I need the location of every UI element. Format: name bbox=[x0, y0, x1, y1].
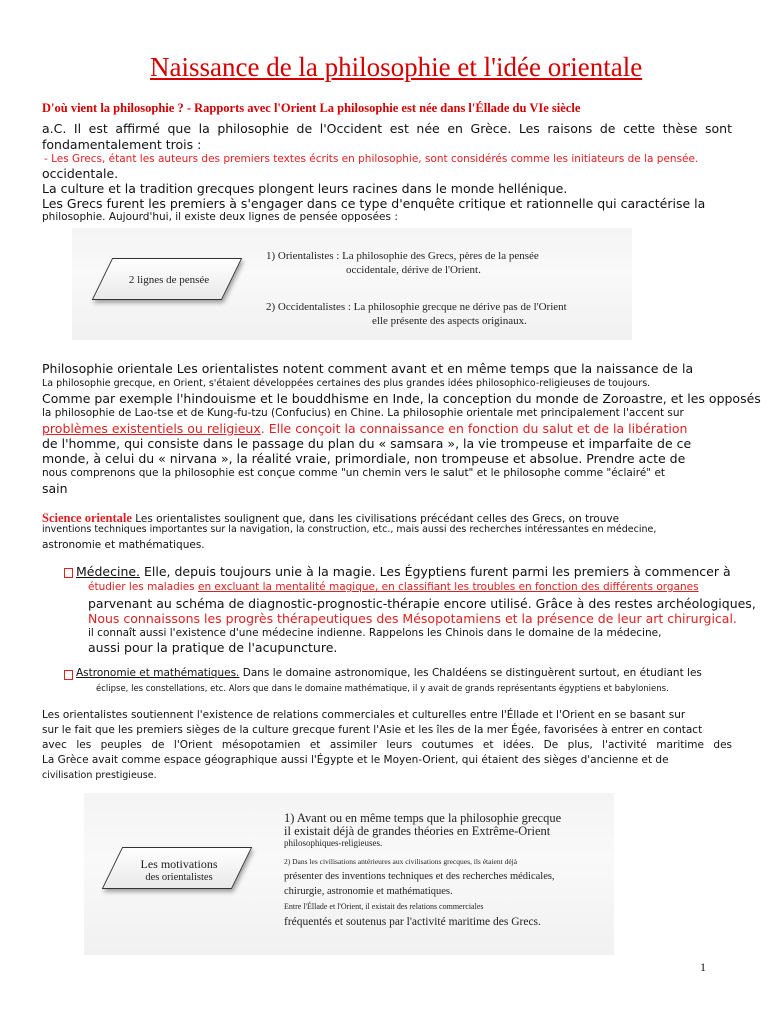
intro-line-4: occidentale. bbox=[42, 166, 119, 181]
motivation-line-2: il existait déjà de grandes théories en Extrême-Orient bbox=[284, 824, 551, 838]
relations-line-4: La Grèce avait comme espace géographique aussi l'Égypte et le Moyen-Orient, qui étaient des sièges d'ancienne et de bbox=[42, 754, 669, 766]
page-title: Naissance de la philosophie et l'idée orientale bbox=[150, 52, 643, 82]
medicine-line-5: il connaît aussi l'existence d'une médecine indienne. Rappelons les Chinois dans le domaine de la médecine, bbox=[88, 627, 662, 639]
oriental-line-4: la philosophie de Lao-tse et de Kung-fu-tzu (Confucius) en Chine. La philosophie orientale met principalement l'accent sur bbox=[42, 407, 684, 419]
medicine-line-1-rest: Elle, depuis toujours unie à la magie. Les Égyptiens furent parmi les premiers à commencer à bbox=[140, 564, 731, 579]
relations-line-2: sur le fait que les premiers sièges de la culture grecque furent l'Asie et les îles de la mer Égée, favorisées à entrer en contact bbox=[42, 724, 703, 736]
medicine-line-1 bbox=[76, 564, 731, 579]
motivation-line-6: chirurgie, astronomie et mathématiques. bbox=[284, 886, 453, 897]
page-number: 1 bbox=[700, 960, 706, 974]
astronomy-line-1-rest: Dans le domaine astronomique, les Chaldéens se distinguèrent surtout, en étudiant les bbox=[239, 667, 702, 679]
section-heading: D'où vient la philosophie ? - Rapports avec l'Orient La philosophie est née dans l'Éllade du VIe siècle bbox=[42, 101, 581, 115]
existential-problems-highlight: problèmes existentiels ou religieux bbox=[42, 421, 261, 436]
motivations-diagram bbox=[84, 793, 614, 955]
bullet-icon bbox=[64, 670, 73, 680]
science-line-3: astronomie et mathématiques. bbox=[42, 539, 205, 551]
motivation-line-1: 1) Avant ou en même temps que la philosophie grecque bbox=[284, 811, 562, 825]
intro-line-7: philosophie. Aujourd'hui, il existe deux lignes de pensée opposées : bbox=[42, 211, 398, 223]
science-heading: Science orientale bbox=[42, 511, 132, 525]
diagram-label-1: Les motivations bbox=[140, 857, 218, 871]
science-line-1-rest: Les orientalistes soulignent que, dans les civilisations précédant celles des Grecs, on trouve bbox=[131, 513, 620, 525]
thought-lines-diagram bbox=[72, 228, 632, 340]
medicine-line-6: aussi pour la pratique de l'acupuncture. bbox=[88, 640, 338, 655]
motivation-line-8: fréquentés et soutenus par l'activité maritime des Grecs. bbox=[284, 916, 541, 928]
occidentalists-line-2: elle présente des aspects originaux. bbox=[372, 315, 527, 327]
orientalists-line-1: 1) Orientalistes : La philosophie des Grecs, pères de la pensée bbox=[266, 250, 539, 262]
relations-line-1: Les orientalistes soutiennent l'existence de relations commerciales et culturelles entre l'Éllade et l'Orient en se basant sur bbox=[42, 709, 686, 721]
occidentalists-line-1: 2) Occidentalistes : La philosophie grecque ne dérive pas de l'Orient bbox=[266, 301, 567, 313]
medicine-line-3: parvenant au schéma de diagnostic-prognostic-thérapie encore utilisé. Grâce à des restes archéologiques, bbox=[88, 596, 756, 611]
motivation-line-3: philosophiques-religieuses. bbox=[284, 838, 383, 848]
oriental-line-2: La philosophie grecque, en Orient, s'étaient développées certaines des plus grandes idées philosophico-religieuses de toujours. bbox=[42, 378, 651, 389]
medicine-line-4: Nous connaissons les progrès thérapeutiques des Mésopotamiens et la présence de leur art chirurgical. bbox=[88, 611, 737, 626]
motivation-line-7: Entre l'Éllade et l'Orient, il existait des relations commerciales bbox=[284, 902, 484, 911]
science-line-2: inventions techniques importantes sur la navigation, la construction, etc., mais aussi des recherches intéressantes en médecine, bbox=[42, 524, 657, 535]
intro-line-5: La culture et la tradition grecques plongent leurs racines dans le monde hellénique. bbox=[42, 181, 568, 196]
medicine-line-2-a: étudier les maladies bbox=[88, 581, 198, 593]
intro-line-2: fondamentalement trois : bbox=[42, 137, 202, 152]
medicine-line-2-b: en excluant la mentalité magique, en classifiant les troubles en fonction des différents organes bbox=[197, 581, 699, 593]
oriental-line-7: monde, à celui du « nirvana », la réalité vraie, primordiale, non trompeuse et absolue. Prendre acte de bbox=[42, 451, 686, 466]
astronomy-line-1 bbox=[76, 667, 702, 679]
oriental-line-5-rest: . Elle conçoit la connaissance en fonction du salut et de la libération bbox=[260, 421, 688, 436]
diagram-label-2: des orientalistes bbox=[145, 872, 213, 883]
oriental-line-5 bbox=[42, 421, 687, 436]
intro-line-3: - Les Grecs, étant les auteurs des premiers textes écrits en philosophie, sont considérés comme les initiateurs de la pensée. bbox=[44, 153, 699, 165]
medicine-heading: Médecine. bbox=[76, 564, 141, 579]
relations-line-3: avec les peuples de l'Orient mésopotamien et assimiler leurs coutumes et idées. De plus, l'activité maritime des bbox=[42, 739, 732, 751]
intro-line-6: Les Grecs furent les premiers à s'engager dans ce type d'enquête critique et rationnelle qui caractérise la bbox=[42, 196, 706, 211]
motivation-line-4: 2) Dans les civilisations antérieures aux civilisations grecques, ils étaient déjà bbox=[284, 857, 518, 866]
medicine-line-2 bbox=[88, 581, 699, 593]
astronomy-line-2: éclipse, les constellations, etc. Alors que dans le domaine mathématique, il y avait de grands représentants égyptiens et babyloniens. bbox=[96, 684, 669, 694]
bullet-icon bbox=[64, 568, 73, 578]
oriental-line-9: sain bbox=[42, 481, 68, 496]
oriental-line-8: nous comprenons que la philosophie est conçue comme "un chemin vers le salut" et le philosophe comme "éclairé" et bbox=[42, 467, 666, 479]
astronomy-heading: Astronomie et mathématiques. bbox=[76, 667, 240, 679]
relations-line-5: civilisation prestigieuse. bbox=[42, 770, 157, 781]
motivation-line-5: présenter des inventions techniques et des recherches médicales, bbox=[284, 871, 555, 882]
diagram-label: 2 lignes de pensée bbox=[128, 274, 210, 286]
oriental-line-1: Philosophie orientale Les orientalistes notent comment avant et en même temps que la naissance de la bbox=[42, 361, 694, 376]
oriental-line-3: Comme par exemple l'hindouisme et le bouddhisme en Inde, la conception du monde de Zoroastre, et les opposés bbox=[42, 391, 761, 406]
orientalists-line-2: occidentale, dérive de l'Orient. bbox=[346, 264, 481, 276]
oriental-line-6: de l'homme, qui consiste dans le passage du plan du « samsara », la vie trompeuse et imparfaite de ce bbox=[42, 436, 692, 451]
intro-line-1: a.C. Il est affirmé que la philosophie de l'Occident est née en Grèce. Les raisons de cette thèse sont bbox=[42, 121, 732, 136]
